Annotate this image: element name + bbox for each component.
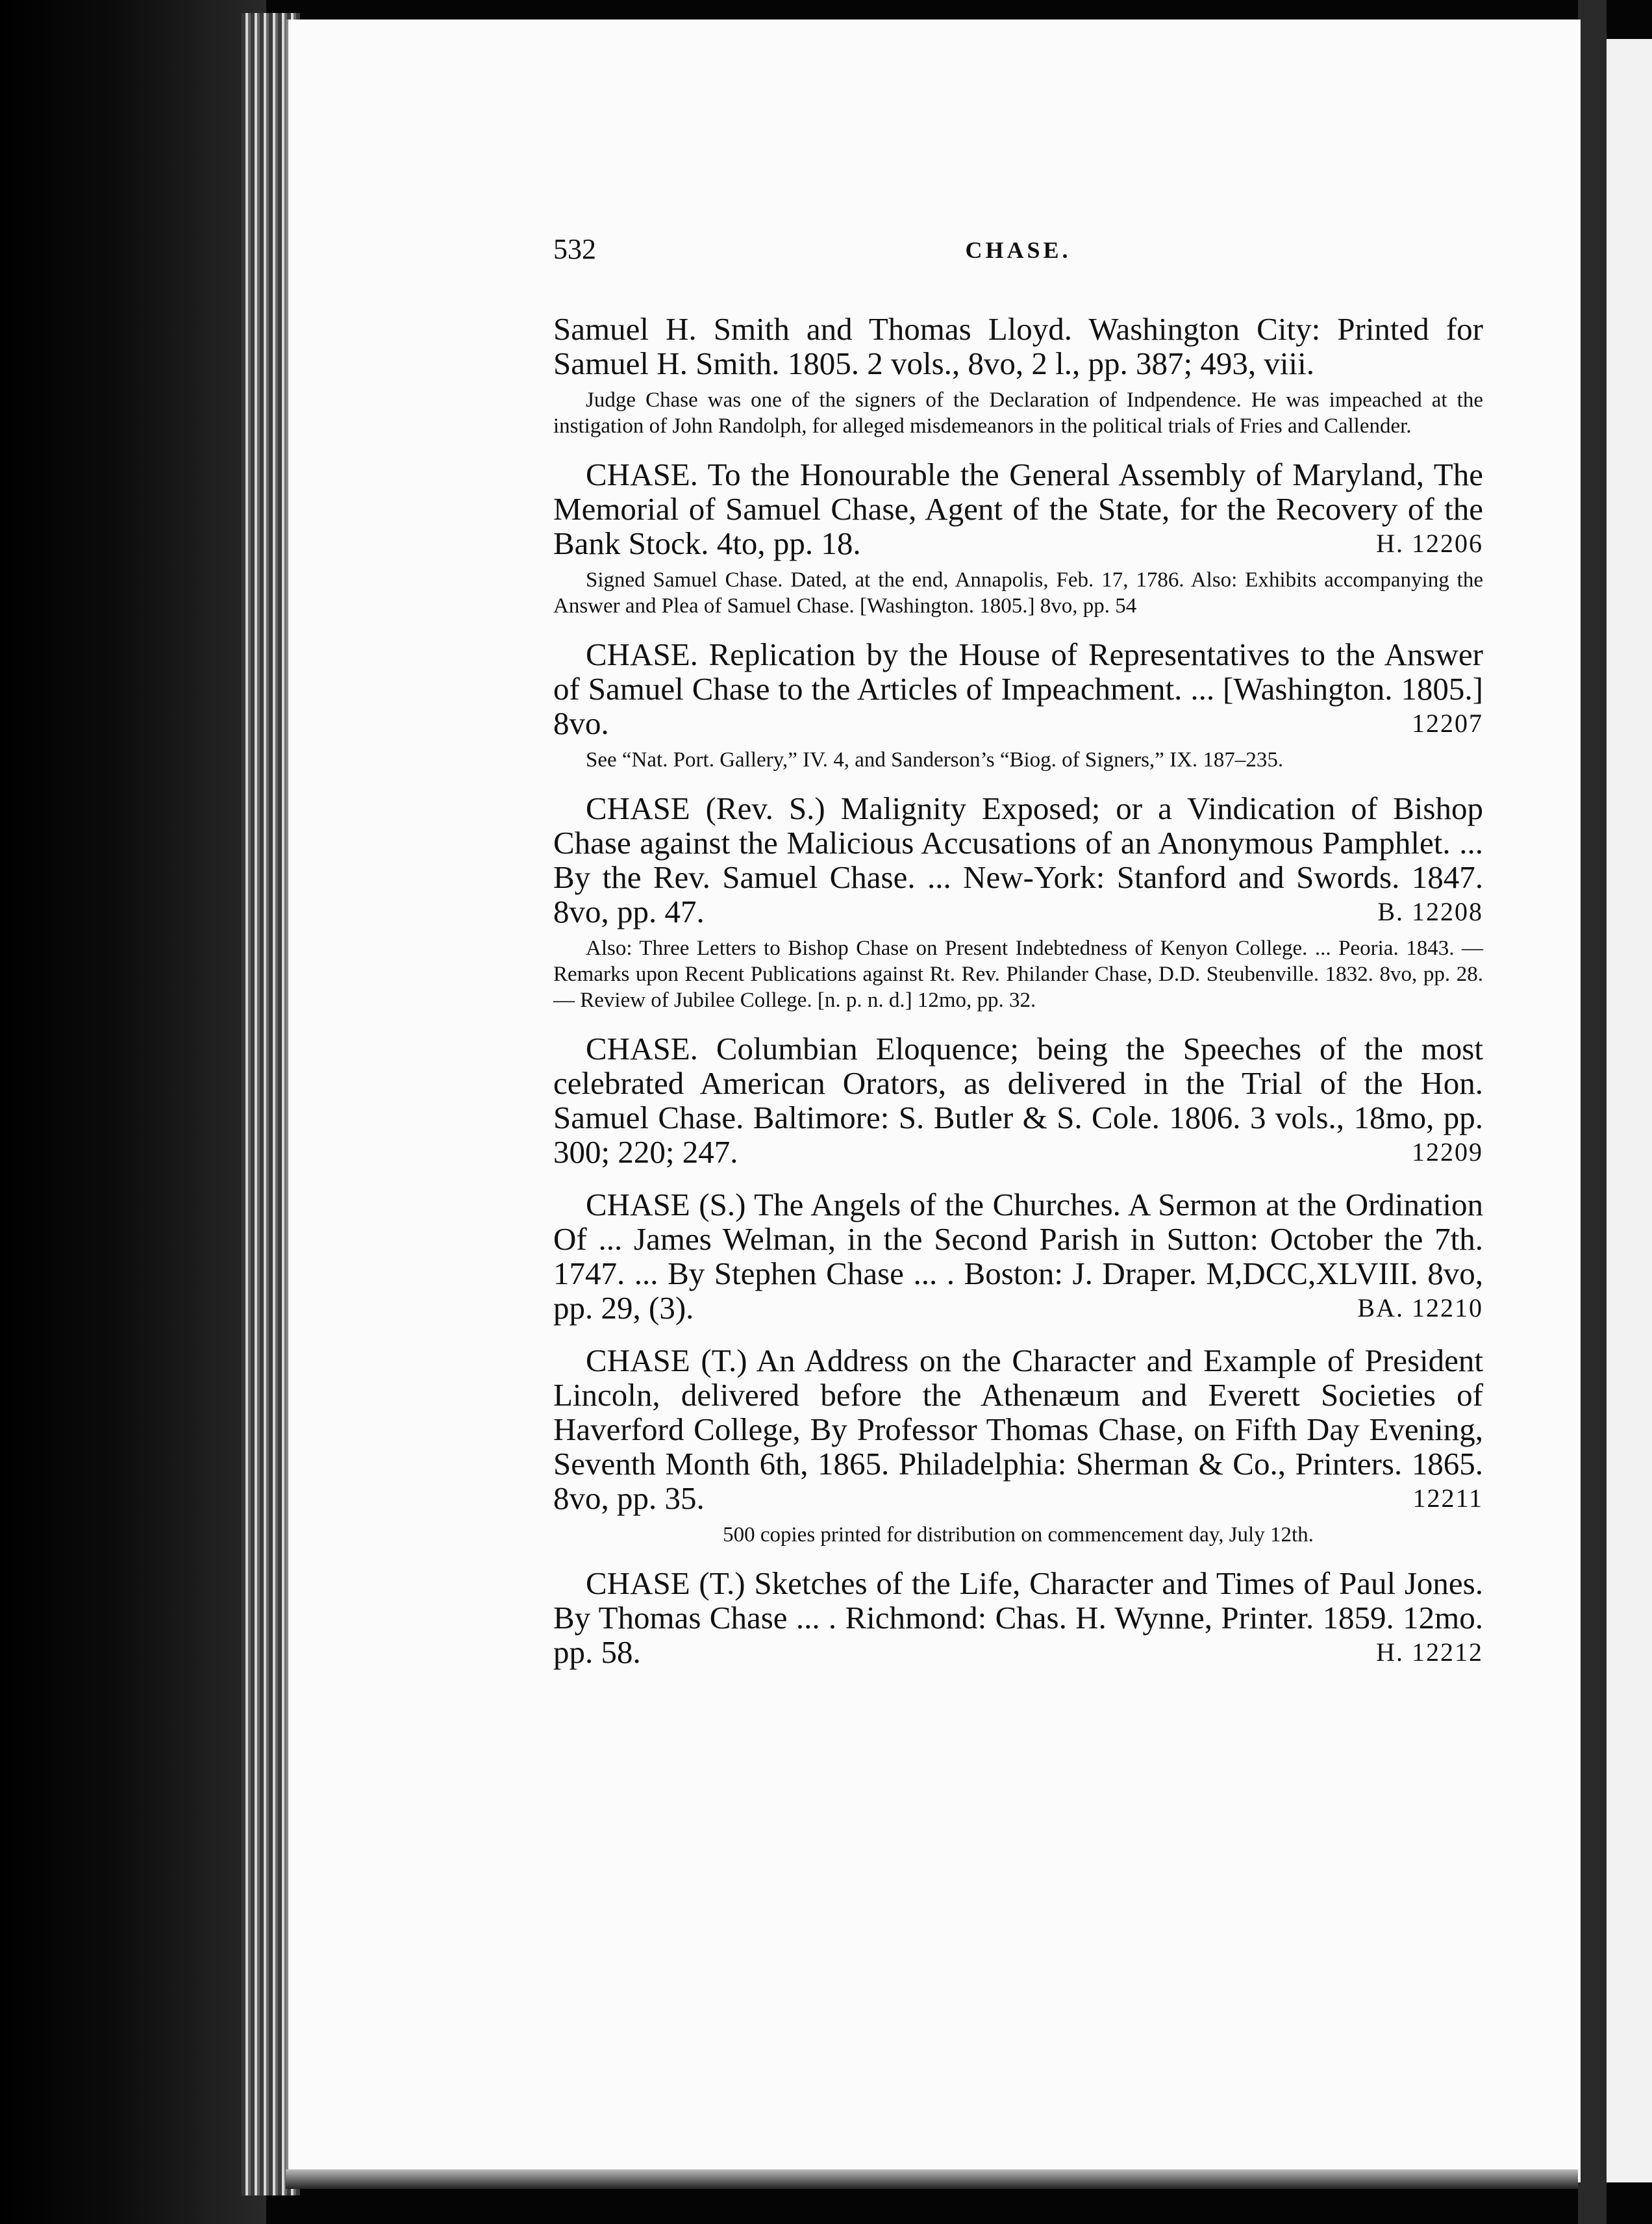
entry-note: Judge Chase was one of the signers of the Declaration of Indpendence. He was impeached at the instigation of John Randolph, for alleged misdemeanors in the political trials of Fries and Callender. <box>553 388 1483 438</box>
entry-text <box>553 1187 1483 1325</box>
page-bottom-shadow <box>286 2169 1578 2189</box>
entry-note: 500 copies printed for distribution on commencement day, July 12th. <box>723 1523 1314 1547</box>
page-content <box>553 312 1483 1687</box>
entry-text <box>553 1566 1483 1669</box>
entry-body: CHASE (Rev. S.) Malignity Exposed; or a Vindication of Bishop Chase against the Malicious Accusations of an Anonymous Pamphlet. ... By the Rev. Samuel Chase. ... New-York: Stanford and Swords. 1847. 8vo, pp. 47. <box>553 790 1483 929</box>
entry <box>553 1187 1483 1325</box>
entry-body: CHASE (S.) The Angels of the Churches. A Sermon at the Ordination Of ... James Welman, in the Second Parish in Sutton: October the 7th. 1747. ... By Stephen Chase ... . Boston: J. Draper. M,DCC,XLVIII. 8vo, pp. 29, (3). <box>553 1187 1483 1326</box>
entry-text <box>553 791 1483 929</box>
entry-ref: H. 12206 <box>1376 529 1483 558</box>
entry-body: CHASE. Replication by the House of Representatives to the Answer of Samuel Chase to the Articles of Impeachment. ... [Washington. 1805.] 8vo. <box>553 637 1483 741</box>
entry-body: Samuel H. Smith and Thomas Lloyd. Washington City: Printed for Samuel H. Smith. 1805. 2 vols., 8vo, 2 l., pp. 387; 493, viii. <box>553 311 1483 381</box>
entry-note: See “Nat. Port. Gallery,” IV. 4, and Sanderson’s “Biog. of Signers,” IX. 187–235. <box>586 748 1284 772</box>
entry-text <box>553 1031 1483 1169</box>
entry-body: CHASE. Columbian Eloquence; being the Speeches of the most celebrated American Orators, as delivered in the Trial of the Hon. Samuel Chase. Baltimore: S. Butler & S. Cole. 1806. 3 vols., 18mo, pp. 300; 220; 247. <box>553 1031 1483 1170</box>
entry-note: Also: Three Letters to Bishop Chase on Present Indebtedness of Kenyon College. ... Peoria. 1843. — Remarks upon Recent Publications against Rt. Rev. Philander Chase, D.D. Steubenville. 1832. 8vo, pp. 28. — Review of Jubilee College. [n. p. n. d.] 12mo, pp. 32. <box>553 937 1483 1012</box>
entry-ref: 12207 <box>1412 709 1483 738</box>
entry <box>553 1031 1483 1169</box>
book-gutter <box>0 0 266 2224</box>
entry <box>553 637 1483 773</box>
entry-note: Signed Samuel Chase. Dated, at the end, Annapolis, Feb. 17, 1786. Also: Exhibits accompanying the Answer and Plea of Samuel Chase. [Washington. 1805.] 8vo, pp. 54 <box>553 568 1483 618</box>
entry <box>553 457 1483 619</box>
entry-ref: 12211 <box>1412 1484 1483 1513</box>
running-head: CHASE. <box>965 237 1071 263</box>
entry-ref: BA. 12210 <box>1357 1293 1483 1322</box>
next-page-edge <box>1607 39 1652 2182</box>
entry-ref: B. 12208 <box>1377 897 1483 926</box>
entry <box>553 791 1483 1013</box>
page-number: 532 <box>553 233 596 265</box>
right-gutter <box>1578 0 1607 2224</box>
page-header <box>553 233 1483 274</box>
entry <box>553 1566 1483 1669</box>
entry-text <box>553 457 1483 561</box>
entry-text <box>553 637 1483 740</box>
entry <box>553 1343 1483 1548</box>
entry-body: CHASE (T.) Sketches of the Life, Character and Times of Paul Jones. By Thomas Chase ... . Richmond: Chas. H. Wynne, Printer. 1859. 12mo. pp. 58. <box>553 1565 1483 1670</box>
entry-text <box>553 312 1483 381</box>
entry-body: CHASE (T.) An Address on the Character and Example of President Lincoln, delivered before the Athenæum and Everett Societies of Haverford College, By Professor Thomas Chase, on Fifth Day Evening, Seventh Month 6th, 1865. Philadelphia: Sherman & Co., Printers. 1865. 8vo, pp. 35. <box>553 1343 1483 1516</box>
entry-ref: H. 12212 <box>1376 1637 1483 1667</box>
entry-body: CHASE. To the Honourable the General Assembly of Maryland, The Memorial of Samuel Chase, Agent of the State, for the Recovery of the Bank Stock. 4to, pp. 18. <box>553 457 1483 561</box>
entry-ref: 12209 <box>1412 1137 1483 1167</box>
entry-text <box>553 1343 1483 1515</box>
entry <box>553 312 1483 439</box>
